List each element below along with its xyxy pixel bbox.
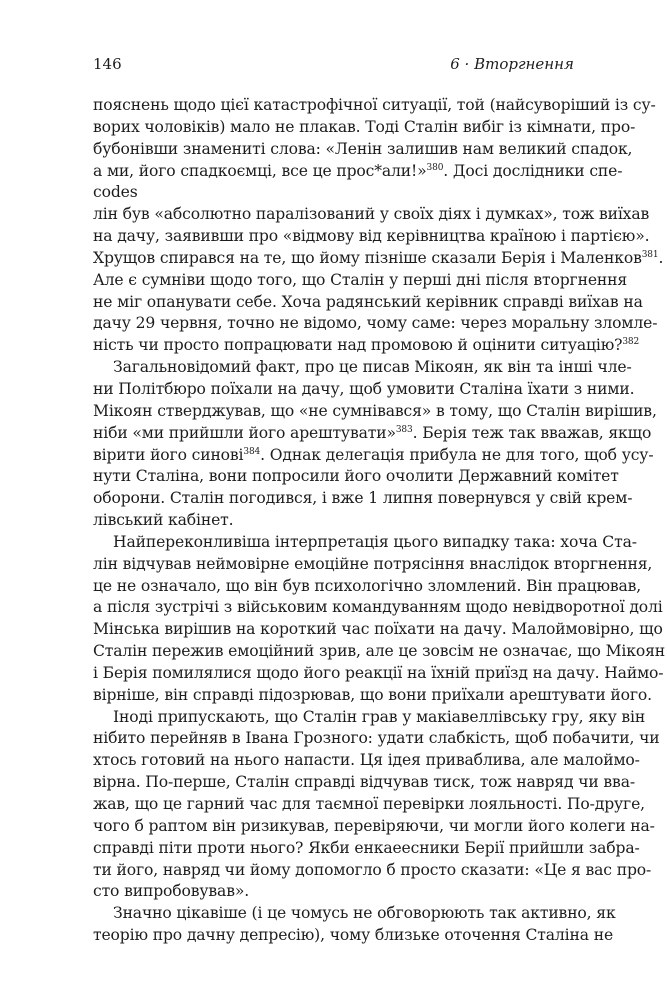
footnote-ref: 384 — [243, 446, 261, 457]
footnote-ref: 380 — [426, 162, 444, 173]
footnote-ref: 382 — [622, 337, 640, 348]
text-line — [93, 335, 640, 357]
running-title: 6 · Вторгнення — [450, 55, 574, 73]
text-line: нути Сталіна, вони попросили його очолити Державний комітет — [93, 467, 619, 486]
text-line: ни Політбюро поїхали на дачу, щоб умовити Сталіна їхати з ними. — [93, 379, 635, 398]
text-line: жав, що це гарний час для таємної перевірки лояльності. По-друге, — [93, 795, 645, 813]
text-line: Мікоян стверджував, що «не сумнівався» в тому, що Сталін вирішив, — [93, 401, 657, 420]
line-text: . — [658, 248, 664, 267]
text-line: ти його, навряд чи йому допомогло б просто сказати: «Це я вас про- — [93, 860, 652, 879]
text-line: а після зустрічі з військовим командуванням щодо невідворотної долі — [93, 598, 663, 617]
text-line: чого б раптом він ризикував, перевіряючи, чи могли його колеги на- — [93, 816, 655, 835]
text-line: ворих чоловіків) мало не плакав. Тоді Сталін вибіг із кімнати, про- — [93, 117, 636, 136]
text-line: Але є сумніви щодо того, що Сталін у перші дні після вторгнення — [93, 270, 628, 289]
text-line: на дачу, заявивши про «відмову від керівництва країною і партією». — [93, 227, 650, 246]
page-number: 146 — [93, 55, 122, 73]
line-text: . Досі дослідники спе- — [443, 161, 623, 180]
text-line: дачу 29 червня, точно не відомо, чому саме: через моральну зломле- — [93, 314, 658, 333]
text-line: Найпереконливіша інтерпретація цього випадку така: хоча Ста- — [113, 532, 637, 551]
line-text: ність чи просто попрацювати над промовою й оцінити ситуацію? — [93, 336, 623, 355]
text-line: сто випробовував». — [93, 882, 250, 901]
text-line: оборони. Сталін погодився, і вже 1 липня повернувся у свій крем- — [93, 489, 633, 508]
line-text: . Однак делегація прибула не для того, щоб усу- — [260, 445, 654, 464]
text-line: теорію про дачну депресію), чому близьке оточення Сталіна не — [93, 926, 614, 945]
text-line: лівський кабінет. — [93, 511, 234, 530]
text-line: вірна. По-перше, Сталін справді відчував тиск, тож навряд чи вва- — [93, 773, 635, 792]
text-line: Іноді припускають, що Сталін грав у макіавеллівську гру, яку він — [113, 707, 646, 726]
text-line: справді піти проти нього? Якби енкаеесники Берії прийшли забра- — [93, 838, 640, 857]
line-text: а ми, його спадкоємці, все це прос*али!» — [93, 161, 427, 180]
footnote-ref: 381 — [641, 249, 659, 260]
text-line: не міг опанувати себе. Хоча радянський керівник справді виїхав на — [93, 292, 643, 311]
text-line — [93, 445, 654, 467]
text-line: Сталін пережив емоційний зрив, але це зовсім не означає, що Мікоян — [93, 642, 666, 661]
text-line: і Берія помилялися щодо його реакції на їхній приїзд на дачу. Наймо- — [93, 663, 664, 682]
page-header — [93, 54, 574, 74]
text-line: це не означало, що він був психологічно зломлений. Він працював, — [93, 576, 642, 595]
text-line: пояснень щодо цієї катастрофічної ситуації, той (найсуворіший із су- — [93, 96, 656, 114]
line-text: . Берія теж так вважав, якщо — [412, 423, 652, 442]
line-text: вірити його синові — [93, 445, 244, 464]
text-line — [93, 423, 652, 445]
text-line: лін відчував неймовірне емоційне потрясіння внаслідок вторгнення, — [93, 554, 653, 573]
text-line: лін був «абсолютно паралізований у своїх діях і думках», тож виїхав — [93, 205, 650, 224]
text-line: нібито перейняв в Івана Грозного: удати слабкість, щоб побачити, чи — [93, 729, 660, 748]
text-line — [93, 248, 664, 270]
text-line: Загальновідомий факт, про це писав Мікоян, як він та інші чле- — [113, 358, 632, 377]
text-line: codes — [93, 183, 138, 202]
text-line: Мінська вирішив на короткий час поїхати на дачу. Малоймовірно, що — [93, 620, 663, 639]
line-text: Хрущов спирався на те, що йому пізніше сказали Берія і Маленков — [93, 248, 642, 267]
text-line: хтось готовий на нього напасти. Ця ідея приваблива, але малоймо- — [93, 751, 640, 770]
line-text: ніби «ми прийшли його арештувати» — [93, 423, 396, 442]
body-text — [93, 95, 666, 947]
footnote-ref: 383 — [395, 424, 413, 435]
text-line: Значно цікавіше (і це чомусь не обговорюють так активно, як — [113, 904, 616, 923]
text-line: бубонівши знамениті слова: «Ленін залишив нам великий спадок, — [93, 139, 633, 158]
text-line: вірніше, він справді підозрював, що вони приїхали арештувати його. — [93, 685, 652, 704]
text-line — [93, 161, 623, 183]
